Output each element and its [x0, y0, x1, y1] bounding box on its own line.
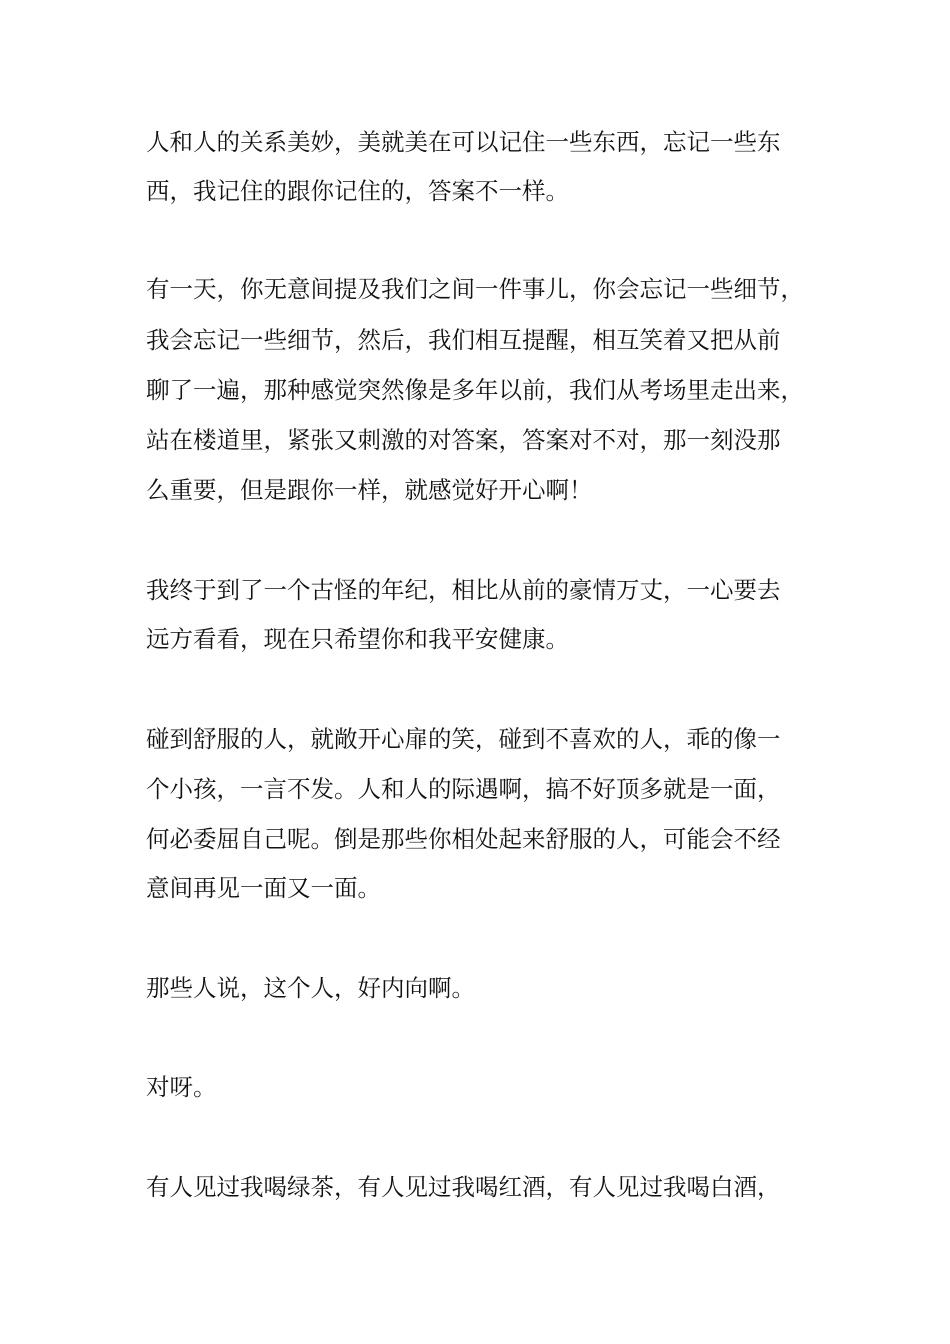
text-line: 有一天，你无意间提及我们之间一件事儿，你会忘记一些细节，	[146, 275, 804, 303]
text-line: 我终于到了一个古怪的年纪，相比从前的豪情万丈，一心要去	[146, 576, 781, 604]
text-line: 我会忘记一些细节，然后，我们相互提醒，相互笑着又把从前	[146, 326, 781, 354]
text-line: 么重要，但是跟你一样，就感觉好开心啊！	[146, 476, 593, 504]
text-line: 意间再见一面又一面。	[146, 874, 381, 902]
text-line: 有人见过我喝绿茶，有人见过我喝红酒，有人见过我喝白酒，	[146, 1173, 781, 1201]
text-line: 何必委屈自己呢。倒是那些你相处起来舒服的人，可能会不经	[146, 825, 781, 853]
text-line: 个小孩，一言不发。人和人的际遇啊，搞不好顶多就是一面，	[146, 775, 781, 803]
text-line: 西，我记住的跟你记住的，答案不一样。	[146, 177, 569, 205]
text-line: 聊了一遍，那种感觉突然像是多年以前，我们从考场里走出来，	[146, 376, 804, 404]
text-line: 人和人的关系美妙，美就美在可以记住一些东西，忘记一些东	[146, 128, 781, 156]
text-line: 站在楼道里，紧张又刺激的对答案，答案对不对，那一刻没那	[146, 426, 781, 454]
text-line: 那些人说，这个人，好内向啊。	[146, 974, 475, 1002]
text-line: 碰到舒服的人，就敞开心扉的笑，碰到不喜欢的人，乖的像一	[146, 725, 781, 753]
text-line: 远方看看，现在只希望你和我平安健康。	[146, 625, 569, 653]
text-line: 对呀。	[146, 1073, 217, 1101]
